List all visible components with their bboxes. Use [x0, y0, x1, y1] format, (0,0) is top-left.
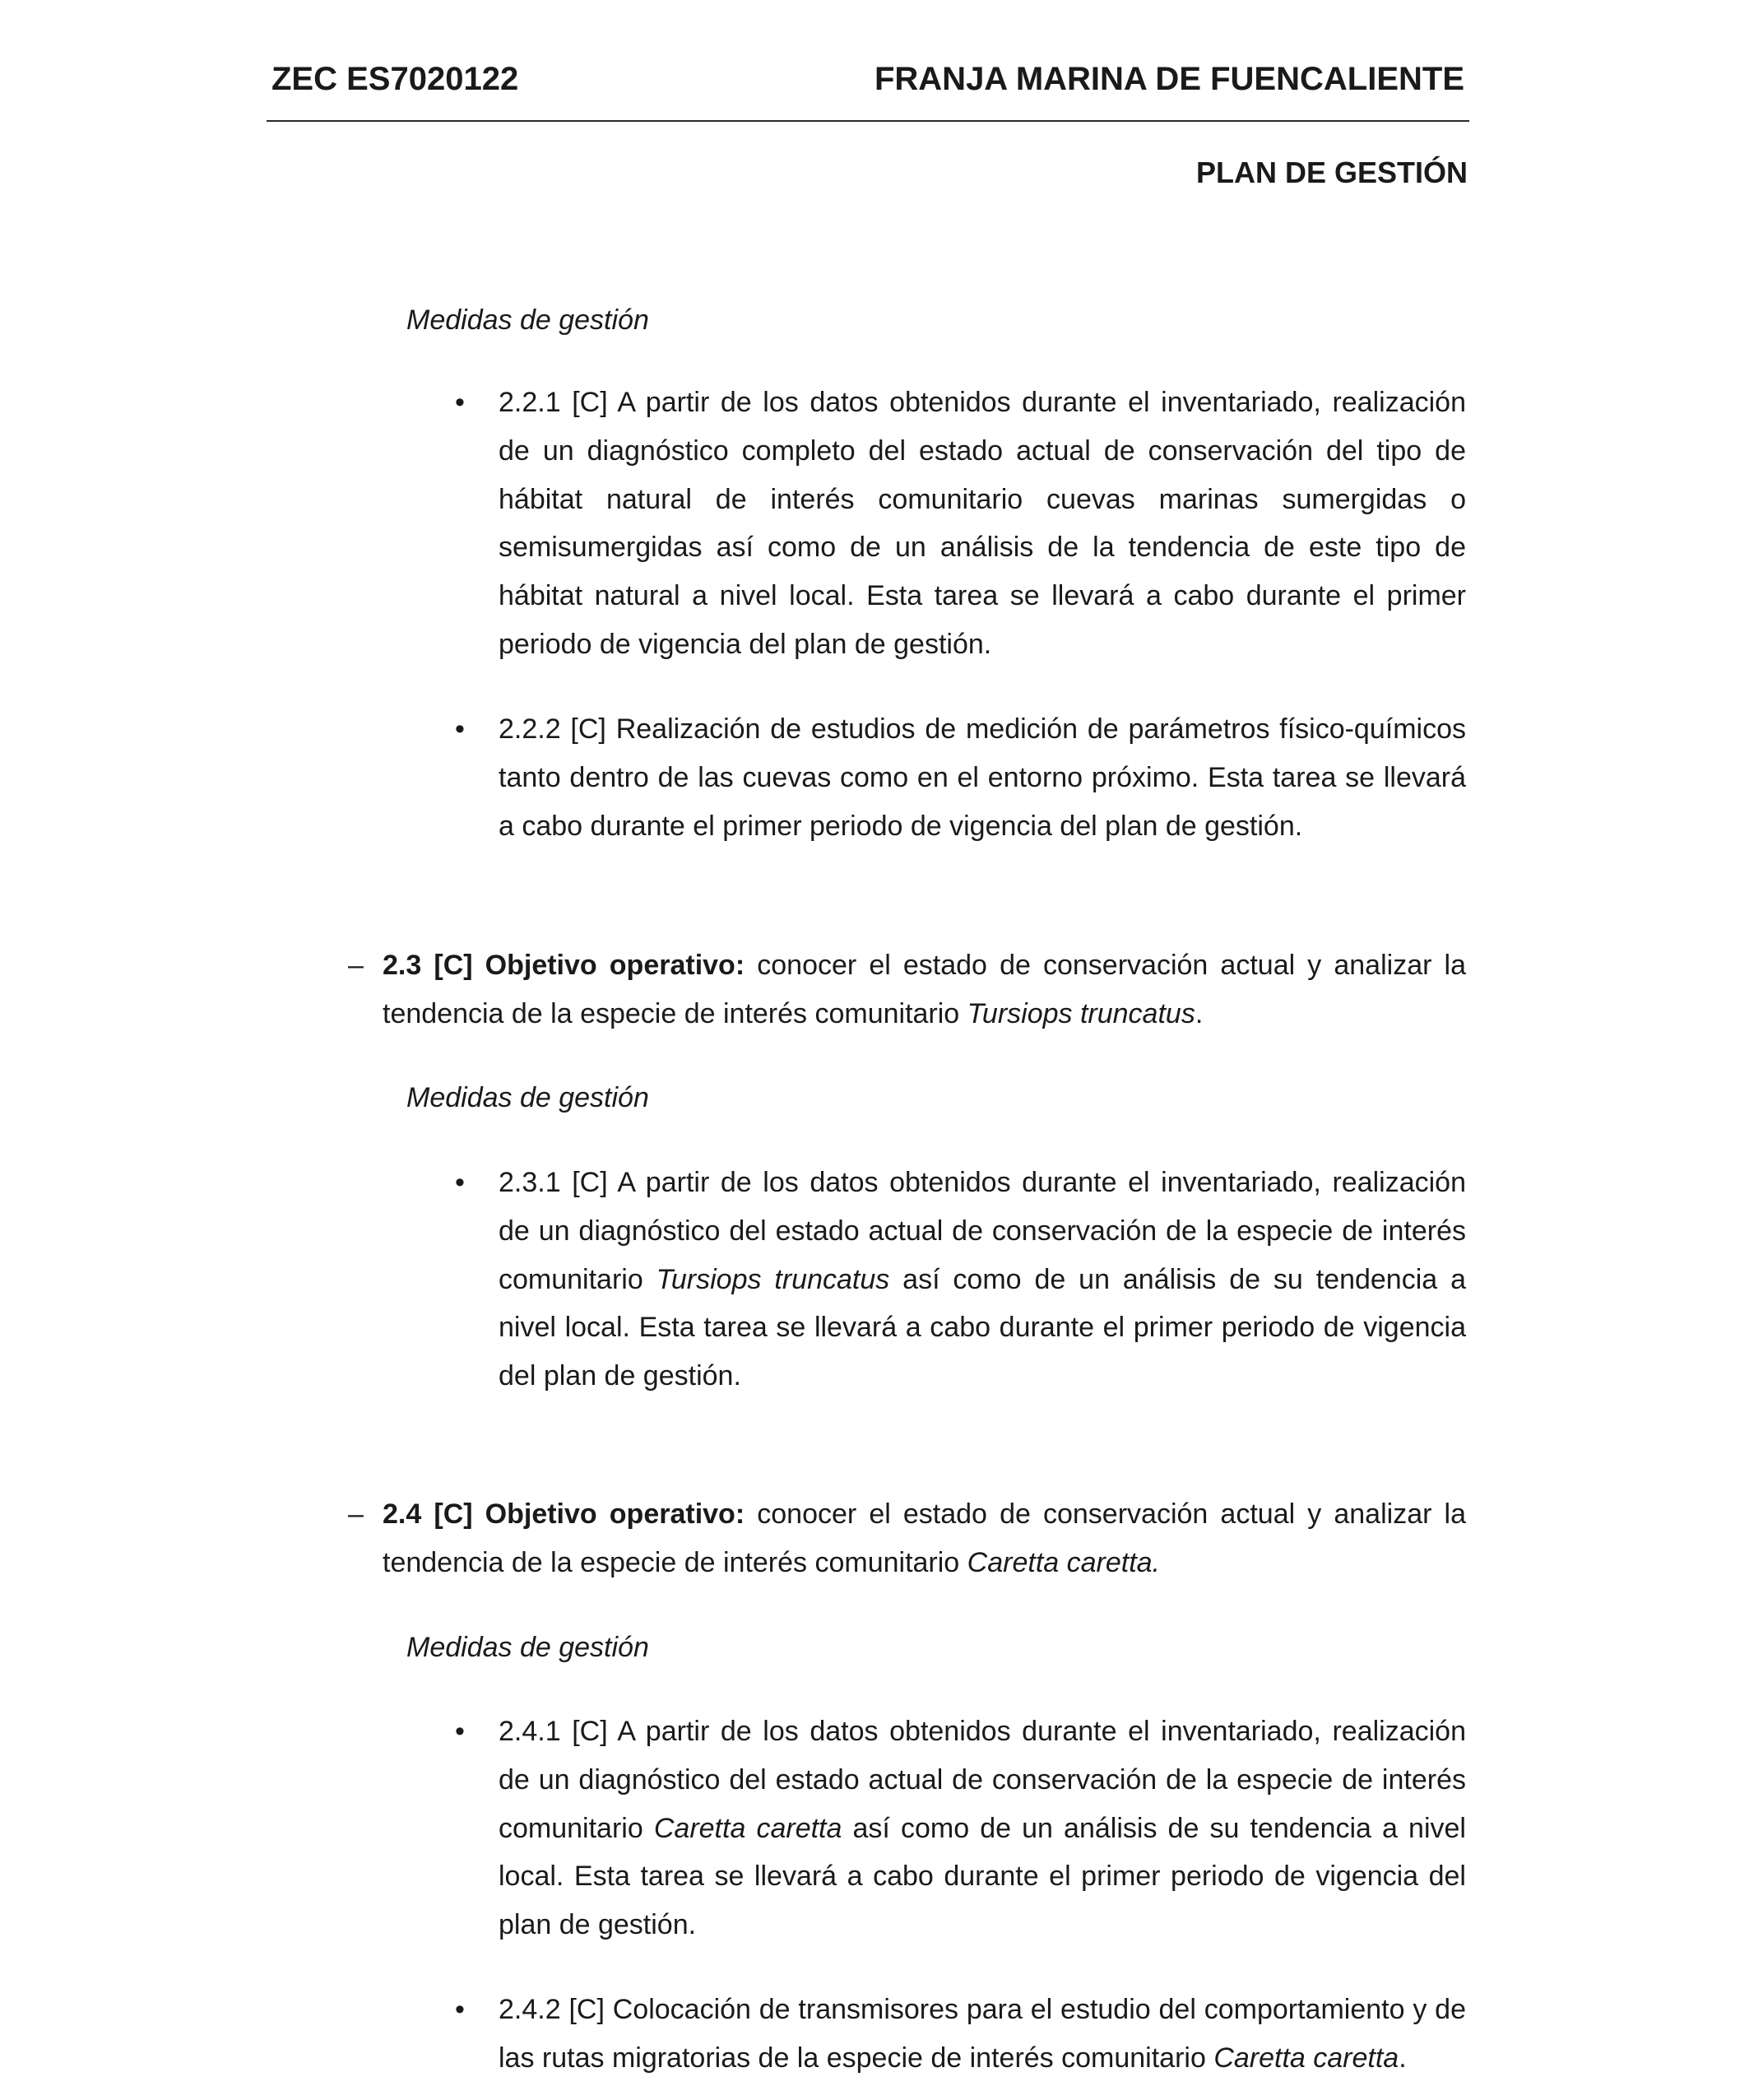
objective-2-4: [348, 1490, 1466, 1587]
list-item-text: 2.4.1 [C] A partir de los datos obtenidos durante el inventariado, realización de un diagnóstico del estado actual de conservación de la especie de interés comunitario: [499, 1716, 1466, 1844]
site-code: ZEC ES7020122: [271, 61, 519, 97]
list-item-2-4-2: [455, 1986, 1466, 2083]
species-name: Caretta caretta: [1213, 2042, 1399, 2074]
list-item-text: 2.3.1 [C] A partir de los datos obtenidos durante el inventariado, realización de un diagnóstico del estado actual de conservación de la especie de interés comunitario: [499, 1167, 1466, 1295]
list-item-2-2-1: [455, 379, 1466, 669]
species-name: Caretta caretta.: [967, 1546, 1161, 1578]
dash-icon: –: [348, 1498, 364, 1530]
list-item-text: así como de un análisis de su tendencia a nivel local. Esta tarea se llevará a cabo durante el primer periodo de vigencia del plan de gestión.: [499, 1812, 1466, 1941]
section-label-medidas: Medidas de gestión: [406, 1082, 649, 1113]
objective-heading: 2.3 [C] Objetivo operativo:: [383, 950, 745, 981]
list-item-2-3-1: [455, 1159, 1466, 1401]
list-item-2-4-1: [455, 1707, 1466, 1949]
bullet-icon: •: [455, 387, 465, 418]
species-name: Caretta caretta: [653, 1812, 842, 1844]
section-label-medidas: Medidas de gestión: [406, 304, 649, 336]
objective-end: .: [1195, 997, 1204, 1029]
objective-text: conocer el estado de conservación actual y analizar la tendencia de la especie de interés comunitario: [383, 1498, 1466, 1578]
list-item-text: 2.2.1 [C] A partir de los datos obtenidos durante el inventariado, realización de un diagnóstico completo del estado actual de conservación del tipo de hábitat natural de interés comunitario cuevas marinas sumergidas o semisumergidas así como de un análisis de la tendencia de este tipo de hábitat natural a nivel local. Esta tarea se llevará a cabo durante el primer periodo de vigencia del plan de gestión.: [499, 387, 1466, 660]
list-item-text: 2.4.2 [C] Colocación de transmisores para el estudio del comportamiento y de las rutas migratorias de la especie de interés comunitario: [499, 1994, 1466, 2074]
bullet-icon: •: [455, 713, 465, 745]
species-name: Tursiops truncatus: [967, 997, 1195, 1029]
objective-heading: 2.4 [C] Objetivo operativo:: [383, 1498, 745, 1530]
species-name: Tursiops truncatus: [656, 1263, 890, 1295]
bullet-icon: •: [455, 1716, 465, 1747]
bullet-icon: •: [455, 1994, 465, 2025]
site-name: FRANJA MARINA DE FUENCALIENTE: [874, 61, 1464, 97]
document-title: PLAN DE GESTIÓN: [1195, 156, 1468, 189]
objective-text: conocer el estado de conservación actual y analizar la tendencia de la especie de interés comunitario: [383, 950, 1466, 1029]
list-item-text: así como de un análisis de su tendencia a nivel local. Esta tarea se llevará a cabo durante el primer periodo de vigencia del plan de gestión.: [499, 1263, 1466, 1392]
list-item-2-2-2: [455, 705, 1466, 850]
list-item-text: 2.2.2 [C] Realización de estudios de medición de parámetros físico-químicos tanto dentro de las cuevas como en el entorno próximo. Esta tarea se llevará a cabo durante el primer periodo de vigencia del plan de gestión.: [499, 713, 1466, 842]
bullet-icon: •: [455, 1167, 465, 1198]
list-item-text: .: [1399, 2042, 1407, 2074]
dash-icon: –: [348, 950, 364, 981]
section-label-medidas: Medidas de gestión: [406, 1632, 649, 1663]
objective-2-3: [348, 941, 1466, 1038]
